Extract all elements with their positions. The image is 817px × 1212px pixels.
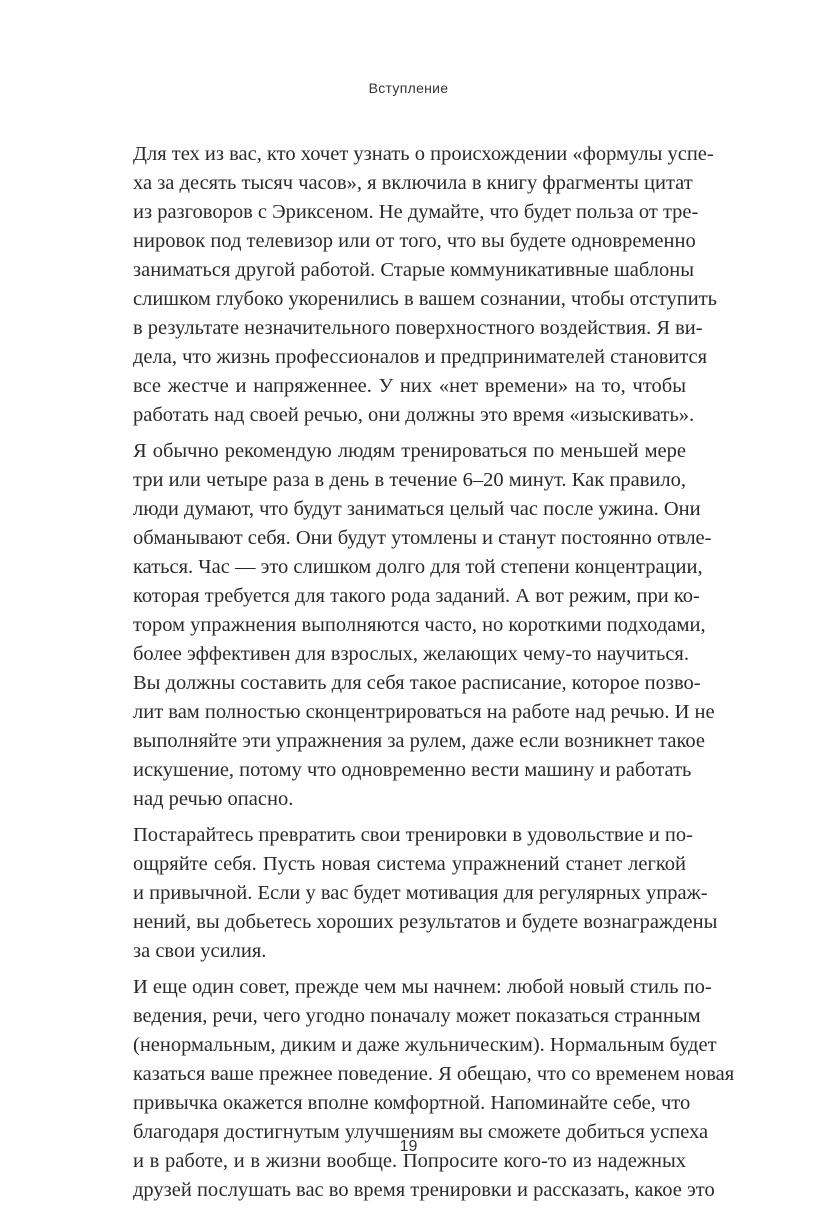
text-line: работать над своей речью, они должны это время «изыскивать».: [133, 404, 695, 426]
text-line: более эффективен для взрослых, желающих чему-то научиться.: [133, 643, 689, 665]
text-line: дела, что жизнь профессионалов и предпринимателей становится: [133, 346, 708, 368]
text-line: ха за десять тысяч часов», я включила в книгу фрагменты цитат: [133, 172, 693, 194]
text-line: нений, вы добьетесь хороших результатов и будете вознаграждены: [133, 911, 718, 933]
paragraph: [133, 437, 715, 814]
text-line: нировок под телевизор или от того, что вы будете одновременно: [133, 230, 696, 252]
text-line: тором упражнения выполняются часто, но короткими подходами,: [133, 614, 706, 636]
text-line: за свои усилия.: [133, 940, 267, 962]
text-line: и привычной. Если у вас будет мотивация для регулярных упраж-: [133, 882, 708, 904]
text-line: люди думают, что будут заниматься целый час после ужина. Они: [133, 498, 701, 520]
text-line: Постарайтесь превратить свои тренировки в удовольствие и по-: [133, 824, 693, 846]
text-line: выполняйте эти упражнения за рулем, даже если возникнет такое: [133, 730, 705, 752]
text-line: обманывают себя. Они будут утомлены и станут постоянно отвле-: [133, 527, 712, 549]
text-line: Я обычно рекомендую людям тренироваться по меньшей мере: [133, 440, 686, 462]
text-line: заниматься другой работой. Старые коммуникативные шаблоны: [133, 259, 695, 281]
text-line: и в работе, и в жизни вообще. Попросите кого-то из надежных: [133, 1150, 686, 1172]
text-line: Для тех из вас, кто хочет узнать о происхождении «формулы успе-: [133, 143, 714, 165]
text-line: искушение, потому что одновременно вести машину и работать: [133, 759, 692, 781]
text-line: все жестче и напряженнее. У них «нет времени» на то, чтобы: [133, 375, 686, 397]
text-line: каться. Час — это слишком долго для той степени концентрации,: [133, 556, 703, 578]
page-number: 19: [399, 1138, 418, 1155]
text-line: благодаря достигнутым улучшениям вы сможете добиться успеха: [133, 1121, 709, 1143]
text-line: которая требуется для такого рода заданий. А вот режим, при ко-: [133, 585, 700, 607]
paragraph: [133, 821, 718, 966]
text-line: казаться ваше прежнее поведение. Я обещаю, что со временем новая: [133, 1063, 735, 1085]
text-line: привычка окажется вполне комфортной. Напоминайте себе, что: [133, 1092, 691, 1114]
text-line: ощряйте себя. Пусть новая система упражнений станет легкой: [133, 853, 686, 875]
running-header: Вступление: [368, 80, 449, 96]
text-line: лит вам полностью сконцентрироваться на работе над речью. И не: [133, 701, 715, 723]
text-line: Вы должны составить для себя такое расписание, которое позво-: [133, 672, 701, 694]
page-body: [133, 140, 735, 1212]
text-line: в результате незначительного поверхностного воздействия. Я ви-: [133, 317, 703, 339]
paragraph: [133, 973, 735, 1205]
paragraph: [133, 140, 718, 430]
text-line: (ненормальным, диким и даже жульническим). Нормальным будет: [133, 1034, 717, 1056]
text-line: друзей послушать вас во время тренировки и рассказать, какое это: [133, 1179, 715, 1201]
text-line: ведения, речи, чего угодно поначалу может показаться странным: [133, 1005, 701, 1027]
text-line: из разговоров с Эриксеном. Не думайте, что будет польза от тре-: [133, 201, 699, 223]
text-line: три или четыре раза в день в течение 6–20 минут. Как правило,: [133, 469, 686, 491]
text-line: над речью опасно.: [133, 788, 294, 810]
text-line: слишком глубоко укоренились в вашем сознании, чтобы отступить: [133, 288, 718, 310]
text-line: И еще один совет, прежде чем мы начнем: любой новый стиль по-: [133, 976, 712, 998]
